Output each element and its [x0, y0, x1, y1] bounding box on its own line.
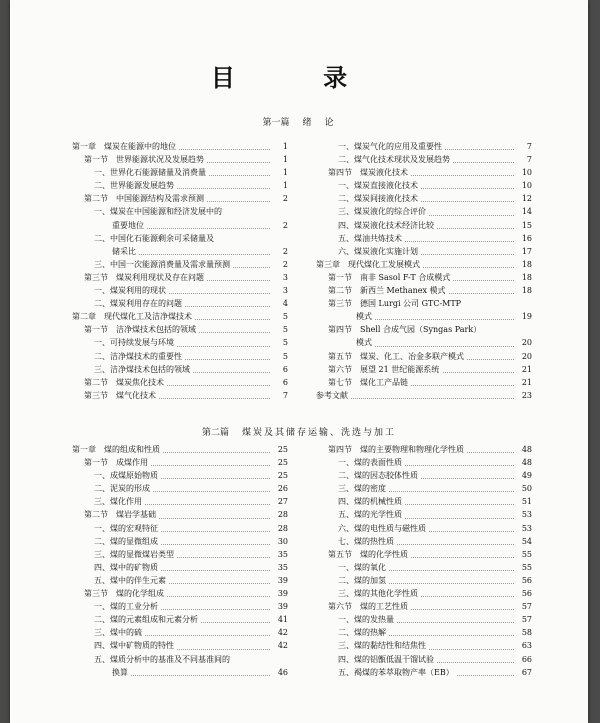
toc-entry-title: 第三章 现代煤化工发展模式 [316, 258, 423, 271]
toc-entry-title: 三、煤的密度 [338, 482, 389, 495]
toc-entry[interactable] [72, 600, 288, 613]
part-heading-1 [10, 115, 588, 128]
part-number: 第二篇 [202, 428, 230, 438]
toc-page-number: 7 [516, 140, 532, 153]
toc-entry[interactable] [316, 469, 532, 482]
part-name: 煤炭及其储存运输、洗选与加工 [241, 428, 396, 438]
toc-entry[interactable] [72, 495, 288, 508]
toc-page-number: 15 [516, 219, 532, 232]
toc-entry-title: 三、煤的显微煤岩类型 [94, 548, 177, 561]
toc-entry[interactable] [316, 548, 532, 561]
toc-entry-title: 一、煤的宏观特征 [94, 522, 161, 535]
toc-page-number: 25 [272, 469, 288, 482]
toc-entry[interactable] [72, 376, 288, 389]
toc-leader-dots [356, 346, 514, 347]
toc-entry[interactable] [316, 626, 532, 639]
toc-entry-title: 六、煤的电性质与磁性质 [338, 522, 429, 535]
toc-page-number: 67 [516, 666, 532, 679]
toc-page-number: 12 [516, 192, 532, 205]
toc-entry-title: 储采比 [112, 245, 139, 258]
toc-entry-title: 三、煤中的硫 [94, 626, 145, 639]
toc-entry-title: 第四节 煤炭液化技术 [328, 166, 411, 179]
toc-entry-title: 第七节 煤化工产品链 [328, 376, 411, 389]
toc-page-number: 7 [272, 389, 288, 402]
toc-entry[interactable] [316, 666, 532, 679]
toc-entry-title: 五、煤的光学性质 [338, 508, 405, 521]
toc-page-number: 23 [516, 389, 532, 402]
toc-entry[interactable] [72, 456, 288, 469]
toc-page-number: 2 [272, 245, 288, 258]
toc-entry-title: 第一节 洁净煤技术包括的领域 [84, 323, 199, 336]
toc-page-number: 18 [516, 271, 532, 284]
toc-entry[interactable] [316, 258, 532, 271]
toc-entry[interactable] [72, 336, 288, 349]
toc-entry-title: 三、煤炭液化的综合评价 [338, 205, 429, 218]
toc-entry[interactable] [72, 639, 288, 652]
toc-entry-title: 一、煤的发热量 [338, 613, 397, 626]
toc-entry[interactable] [316, 310, 532, 323]
toc-entry[interactable] [316, 153, 532, 166]
toc-page-number: 55 [516, 548, 532, 561]
toc-page-number: 25 [272, 443, 288, 456]
toc-column-part1-left [72, 140, 288, 402]
toc-page-number: 48 [516, 443, 532, 456]
toc-column-part2-right [316, 443, 532, 679]
toc-entry[interactable] [316, 600, 532, 613]
toc-page-number: 39 [272, 574, 288, 587]
toc-entry[interactable] [316, 245, 532, 258]
toc-page-number: 63 [516, 639, 532, 652]
toc-page-number: 57 [516, 600, 532, 613]
toc-entry-title: 一、煤的表面性质 [338, 456, 405, 469]
toc-entry-title: 第三节 德国 Lurgi 公司 GTC-MTP [328, 297, 464, 310]
toc-entry[interactable] [316, 323, 532, 336]
toc-entry[interactable] [72, 258, 288, 271]
toc-entry[interactable] [72, 219, 288, 232]
toc-entry-title: 第六节 煤的工艺性质 [328, 600, 411, 613]
toc-entry[interactable] [316, 587, 532, 600]
toc-page-number: 30 [272, 535, 288, 548]
toc-page-number: 56 [516, 574, 532, 587]
toc-entry[interactable] [316, 350, 532, 363]
toc-page-number: 66 [516, 653, 532, 666]
toc-entry-title: 一、煤的氧化 [338, 561, 389, 574]
toc-page-number: 53 [516, 508, 532, 521]
toc-entry[interactable] [72, 205, 288, 218]
toc-entry[interactable] [72, 179, 288, 192]
toc-entry-title: 一、煤炭气化的应用及重要性 [338, 140, 445, 153]
toc-entry[interactable] [316, 232, 532, 245]
toc-entry-title: 第五节 煤炭、化工、冶金多联产模式 [328, 350, 467, 363]
toc-entry-title: 第三节 煤的化学组成 [84, 587, 167, 600]
toc-entry-title: 二、煤气化技术现状及发展趋势 [338, 153, 453, 166]
toc-entry-title: 模式 [356, 336, 375, 349]
toc-page-number: 1 [272, 153, 288, 166]
toc-page-number: 20 [516, 336, 532, 349]
toc-entry[interactable] [72, 192, 288, 205]
toc-page-number: 6 [272, 363, 288, 376]
toc-page-number: 53 [516, 522, 532, 535]
toc-entry-title: 一、煤炭在中国能源和经济发展中的 [94, 205, 225, 218]
toc-entry-title: 五、煤油共炼技术 [338, 232, 405, 245]
toc-entry-title: 二、煤的显微组成 [94, 535, 161, 548]
toc-entry-title: 二、煤的元素组成和元素分析 [94, 613, 201, 626]
toc-page-number: 18 [516, 284, 532, 297]
toc-entry[interactable] [316, 219, 532, 232]
toc-entry-title: 一、可持续发展与环境 [94, 336, 177, 349]
toc-page-number: 5 [272, 323, 288, 336]
toc-page-number: 49 [516, 469, 532, 482]
toc-entry[interactable] [316, 271, 532, 284]
toc-entry[interactable] [316, 482, 532, 495]
toc-entry[interactable] [72, 323, 288, 336]
toc-page-number: 2 [272, 192, 288, 205]
toc-page-number: 42 [272, 639, 288, 652]
document-page [10, 0, 588, 723]
toc-entry[interactable] [316, 535, 532, 548]
toc-entry-title: 六、煤炭液化实施计划 [338, 245, 421, 258]
toc-page-number: 3 [272, 284, 288, 297]
toc-page-number: 3 [272, 271, 288, 284]
toc-entry[interactable] [72, 310, 288, 323]
toc-page-number: 2 [272, 258, 288, 271]
page-title: 目 录 [210, 64, 388, 92]
toc-page-number: 18 [516, 258, 532, 271]
toc-entry-title: 第三节 煤炭利用现状及存在问题 [84, 271, 207, 284]
toc-entry[interactable] [316, 456, 532, 469]
toc-entry[interactable] [316, 508, 532, 521]
toc-entry-title: 第一章 煤的组成和性质 [72, 443, 163, 456]
toc-page-number: 10 [516, 166, 532, 179]
toc-entry[interactable] [72, 666, 288, 679]
toc-entry[interactable] [316, 284, 532, 297]
toc-entry[interactable] [72, 363, 288, 376]
toc-leader-dots [356, 319, 514, 320]
toc-entry[interactable] [316, 522, 532, 535]
toc-entry[interactable] [316, 166, 532, 179]
toc-entry[interactable] [72, 482, 288, 495]
toc-entry[interactable] [72, 561, 288, 574]
toc-page-number: 21 [516, 363, 532, 376]
toc-page-number: 27 [272, 495, 288, 508]
toc-page-number: 26 [272, 482, 288, 495]
toc-entry-title: 四、煤中的矿物质 [94, 561, 161, 574]
toc-entry[interactable] [72, 271, 288, 284]
toc-entry-title: 四、煤炭液化技术经济比较 [338, 219, 437, 232]
toc-page-number: 1 [272, 140, 288, 153]
toc-entry-title: 五、煤中的伴生元素 [94, 574, 169, 587]
toc-entry-title: 二、煤炭利用存在的问题 [94, 297, 185, 310]
toc-page-number: 19 [516, 310, 532, 323]
toc-entry[interactable] [316, 389, 532, 402]
toc-page-number: 7 [516, 153, 532, 166]
toc-page-number: 20 [516, 350, 532, 363]
toc-entry-title: 第一节 成煤作用 [84, 456, 151, 469]
toc-page-number: 28 [272, 522, 288, 535]
toc-page-number: 5 [272, 350, 288, 363]
toc-page-number: 5 [272, 336, 288, 349]
toc-leader-dots [112, 675, 270, 676]
toc-entry-title: 第五节 煤的化学性质 [328, 548, 411, 561]
toc-entry-title: 一、煤的工业分析 [94, 600, 161, 613]
toc-entry-title: 二、洁净煤技术的重要性 [94, 350, 185, 363]
toc-entry[interactable] [72, 522, 288, 535]
toc-entry[interactable] [72, 350, 288, 363]
toc-entry-title: 五、煤质分析中的基准及不同基准间的 [94, 653, 233, 666]
toc-entry[interactable] [72, 613, 288, 626]
toc-page-number: 4 [272, 297, 288, 310]
toc-entry-title: 五、褐煤的苯萃取物产率（EB） [338, 666, 457, 679]
toc-entry-title: 第一章 煤炭在能源中的地位 [72, 140, 179, 153]
toc-page-number: 57 [516, 613, 532, 626]
toc-page-number: 55 [516, 561, 532, 574]
toc-entry-title: 二、世界能源发展趋势 [94, 179, 177, 192]
toc-entry-title: 第二节 中国能源结构及需求预测 [84, 192, 207, 205]
toc-entry-title: 二、煤的因态胶体性质 [338, 469, 421, 482]
toc-page-number: 25 [272, 456, 288, 469]
toc-page-number: 56 [516, 587, 532, 600]
toc-entry-title: 换算 [112, 666, 131, 679]
toc-entry-title: 二、煤的加氢 [338, 574, 389, 587]
toc-page-number: 2 [272, 219, 288, 232]
toc-entry-title: 三、煤化作用 [94, 495, 145, 508]
toc-entry-title: 第四节 Shell 合成气园（Syngas Park） [328, 323, 484, 336]
part-name: 绪 论 [302, 118, 336, 128]
toc-page-number: 48 [516, 456, 532, 469]
toc-entry-title: 第四节 煤的主要物理和物理化学性质 [328, 443, 467, 456]
toc-entry-title: 三、中国一次能源消费量及需求量预测 [94, 258, 233, 271]
toc-entry[interactable] [316, 205, 532, 218]
toc-entry-title: 七、煤的热性质 [338, 535, 397, 548]
toc-page-number: 39 [272, 600, 288, 613]
toc-page-number: 51 [516, 495, 532, 508]
toc-entry-title: 第二节 煤炭焦化技术 [84, 376, 167, 389]
toc-page-number: 41 [272, 613, 288, 626]
toc-entry[interactable] [316, 653, 532, 666]
toc-entry-title: 一、成煤原始物质 [94, 469, 161, 482]
toc-entry-title: 第二章 现代煤化工及洁净煤技术 [72, 310, 195, 323]
part-heading-2 [10, 425, 588, 438]
toc-entry-title: 一、煤炭直接液化技术 [338, 179, 421, 192]
toc-page-number: 17 [516, 245, 532, 258]
toc-entry[interactable] [72, 548, 288, 561]
toc-entry-title: 一、煤炭利用的现状 [94, 284, 169, 297]
toc-entry-title: 四、煤的机械性质 [338, 495, 405, 508]
toc-column-part1-right [316, 140, 532, 402]
toc-entry-title: 二、中国化石能源剩余可采储量及 [94, 232, 217, 245]
toc-entry[interactable] [72, 284, 288, 297]
toc-entry[interactable] [316, 336, 532, 349]
toc-entry-title: 第一节 南非 Sasol F-T 合成模式 [328, 271, 453, 284]
toc-page-number: 42 [272, 626, 288, 639]
toc-entry-title: 参考文献 [316, 389, 351, 402]
toc-entry-title: 第二节 新西兰 Methanex 模式 [328, 284, 449, 297]
toc-entry[interactable] [316, 376, 532, 389]
toc-entry[interactable] [72, 587, 288, 600]
toc-entry-title: 一、世界化石能源储量及消费量 [94, 166, 209, 179]
toc-entry-title: 重要地位 [112, 219, 147, 232]
toc-entry[interactable] [72, 508, 288, 521]
toc-entry-title: 二、泥炭的形成 [94, 482, 153, 495]
toc-entry-title: 二、煤炭间接液化技术 [338, 192, 421, 205]
toc-entry[interactable] [72, 153, 288, 166]
toc-page-number: 1 [272, 166, 288, 179]
toc-entry[interactable] [72, 140, 288, 153]
toc-entry-title: 三、煤的黏结性和结焦性 [338, 639, 429, 652]
toc-entry[interactable] [72, 469, 288, 482]
toc-column-part2-left [72, 443, 288, 679]
toc-page-number: 35 [272, 561, 288, 574]
toc-entry-title: 四、煤中矿物质的特性 [94, 639, 177, 652]
toc-entry[interactable] [316, 495, 532, 508]
toc-page-number: 50 [516, 482, 532, 495]
toc-entry-title: 第三节 煤气化技术 [84, 389, 159, 402]
toc-entry[interactable] [316, 574, 532, 587]
toc-entry[interactable] [72, 245, 288, 258]
toc-page-number: 35 [272, 548, 288, 561]
toc-page-number: 39 [272, 587, 288, 600]
toc-entry-title: 四、煤的铝甑低温干馏试验 [338, 653, 437, 666]
toc-entry[interactable] [316, 639, 532, 652]
toc-entry[interactable] [316, 192, 532, 205]
toc-entry[interactable] [316, 443, 532, 456]
toc-page-number: 58 [516, 626, 532, 639]
toc-entry[interactable] [316, 363, 532, 376]
toc-page-number: 10 [516, 179, 532, 192]
toc-entry[interactable] [316, 140, 532, 153]
toc-page-number: 5 [272, 310, 288, 323]
toc-entry[interactable] [316, 613, 532, 626]
toc-page-number: 54 [516, 535, 532, 548]
toc-entry[interactable] [72, 297, 288, 310]
toc-entry-title: 三、煤的其他化学性质 [338, 587, 421, 600]
part-number: 第一篇 [262, 118, 290, 128]
toc-page-number: 1 [272, 179, 288, 192]
toc-entry-title: 第一节 世界能源状况及发展趋势 [84, 153, 207, 166]
toc-entry[interactable] [72, 653, 288, 666]
toc-page-number: 28 [272, 508, 288, 521]
toc-entry[interactable] [72, 626, 288, 639]
toc-entry[interactable] [72, 574, 288, 587]
toc-page-number: 14 [516, 205, 532, 218]
toc-entry-title: 第六节 展望 21 世纪能源系统 [328, 363, 442, 376]
toc-entry-title: 第二节 煤岩学基础 [84, 508, 159, 521]
toc-entry-title: 二、煤的热解 [338, 626, 389, 639]
toc-entry[interactable] [316, 561, 532, 574]
toc-page-number: 6 [272, 376, 288, 389]
toc-entry[interactable] [72, 389, 288, 402]
toc-entry-title: 三、洁净煤技术包括的领域 [94, 363, 193, 376]
toc-entry[interactable] [316, 179, 532, 192]
toc-entry[interactable] [72, 535, 288, 548]
toc-entry[interactable] [72, 232, 288, 245]
toc-page-number: 21 [516, 376, 532, 389]
toc-entry-title: 模式 [356, 310, 375, 323]
toc-entry[interactable] [316, 297, 532, 310]
toc-page-number: 46 [272, 666, 288, 679]
toc-page-number: 16 [516, 232, 532, 245]
toc-entry[interactable] [72, 166, 288, 179]
toc-entry[interactable] [72, 443, 288, 456]
